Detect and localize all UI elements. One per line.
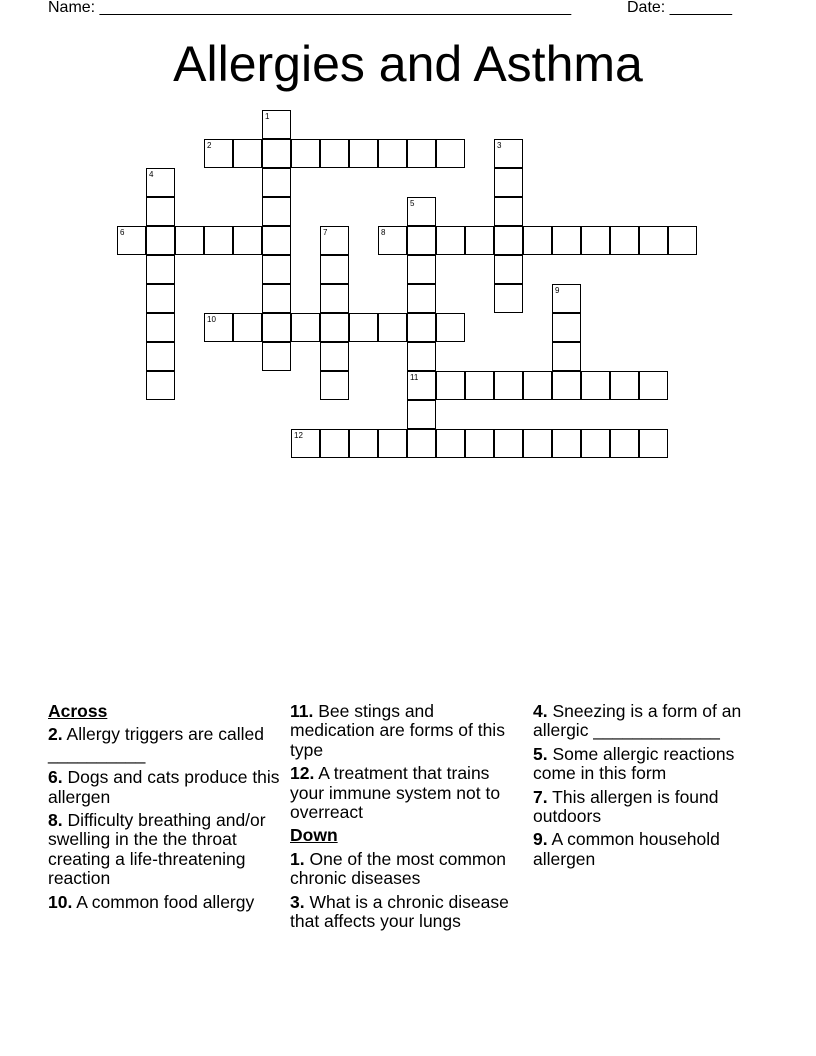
crossword-cell[interactable]	[349, 313, 378, 342]
crossword-cell[interactable]	[204, 313, 233, 342]
crossword-cell[interactable]	[349, 139, 378, 168]
clue-across-10	[48, 893, 280, 912]
crossword-cell[interactable]	[407, 313, 436, 342]
crossword-cell[interactable]	[494, 197, 523, 226]
crossword-cell[interactable]	[146, 313, 175, 342]
clue-column-2	[290, 702, 522, 935]
crossword-cell[interactable]	[146, 371, 175, 400]
crossword-cell[interactable]	[436, 139, 465, 168]
crossword-cell[interactable]	[146, 226, 175, 255]
crossword-cell[interactable]	[552, 226, 581, 255]
crossword-cell[interactable]	[407, 197, 436, 226]
clue-number: 5.	[533, 743, 548, 764]
clue-column-1	[48, 702, 280, 916]
crossword-cell[interactable]	[320, 342, 349, 371]
crossword-cell[interactable]	[523, 226, 552, 255]
clue-across-12	[290, 764, 522, 822]
crossword-cell[interactable]	[146, 342, 175, 371]
clue-number: 8.	[48, 810, 63, 831]
clue-text: A common household allergen	[533, 829, 720, 869]
clue-across-8	[48, 811, 280, 889]
crossword-cell[interactable]	[262, 110, 291, 139]
clue-text: A treatment that trains your immune system not to overreact	[290, 763, 501, 823]
clue-text: Sneezing is a form of an allergic _____________	[533, 701, 742, 741]
crossword-cell[interactable]	[262, 342, 291, 371]
crossword-cell[interactable]	[494, 226, 523, 255]
cell-number: 9	[555, 286, 560, 295]
crossword-cell[interactable]	[407, 400, 436, 429]
clue-column-3	[533, 702, 765, 873]
crossword-cell[interactable]	[436, 313, 465, 342]
crossword-cell[interactable]	[320, 139, 349, 168]
crossword-cell[interactable]	[407, 284, 436, 313]
crossword-cell[interactable]	[349, 429, 378, 458]
cell-number: 5	[410, 199, 415, 208]
crossword-cell[interactable]	[407, 429, 436, 458]
crossword-cell[interactable]	[262, 284, 291, 313]
clue-text: One of the most common chronic diseases	[290, 848, 506, 889]
down-heading: Down	[290, 825, 338, 846]
crossword-cell[interactable]	[262, 313, 291, 342]
crossword-cell[interactable]	[407, 226, 436, 255]
crossword-cell[interactable]	[146, 255, 175, 284]
crossword-cell[interactable]	[465, 371, 494, 400]
crossword-cell[interactable]	[320, 284, 349, 313]
name-field[interactable]: Name: _____________________________________________________	[48, 0, 572, 16]
clue-number: 6.	[48, 767, 63, 788]
clue-text: Allergy triggers are called __________	[48, 724, 264, 764]
cell-number: 1	[265, 112, 270, 121]
crossword-cell[interactable]	[494, 371, 523, 400]
crossword-cell[interactable]	[581, 429, 610, 458]
crossword-cell[interactable]	[146, 284, 175, 313]
clue-number: 4.	[533, 701, 548, 721]
clue-number: 12.	[290, 763, 315, 784]
crossword-cell[interactable]	[436, 429, 465, 458]
crossword-cell[interactable]	[581, 226, 610, 255]
crossword-cell[interactable]	[204, 139, 233, 168]
crossword-cell[interactable]	[291, 429, 320, 458]
cell-number: 3	[497, 141, 502, 150]
clue-text: A common food allergy	[76, 891, 255, 912]
clue-number: 11.	[290, 701, 314, 721]
crossword-cell[interactable]	[494, 429, 523, 458]
crossword-cell[interactable]	[581, 371, 610, 400]
crossword-cell[interactable]	[378, 429, 407, 458]
crossword-cell[interactable]	[233, 226, 262, 255]
clue-text: What is a chronic disease that affects your lungs	[290, 891, 509, 932]
crossword-cell[interactable]	[407, 139, 436, 168]
page-title: Allergies and Asthma	[173, 36, 643, 92]
crossword-cell[interactable]	[146, 168, 175, 197]
crossword-cell[interactable]	[320, 429, 349, 458]
crossword-cell[interactable]	[494, 168, 523, 197]
clue-down-4	[533, 702, 765, 741]
clue-number: 2.	[48, 724, 63, 745]
crossword-cell[interactable]	[494, 255, 523, 284]
crossword-cell[interactable]	[320, 371, 349, 400]
crossword-cell[interactable]	[320, 226, 349, 255]
clue-number: 1.	[290, 848, 305, 869]
crossword-cell[interactable]	[552, 284, 581, 313]
clue-text: Difficulty breathing and/or swelling in the the throat creating a life-threatening reaction	[48, 810, 266, 889]
crossword-cell[interactable]	[407, 342, 436, 371]
clue-text: Bee stings and medication are forms of this type	[290, 701, 505, 760]
crossword-cell[interactable]	[378, 226, 407, 255]
across-heading: Across	[48, 701, 108, 721]
crossword-cell[interactable]	[523, 371, 552, 400]
crossword-cell[interactable]	[407, 371, 436, 400]
date-field[interactable]: Date: _______	[627, 0, 732, 16]
cell-number: 2	[207, 141, 212, 150]
crossword-cell[interactable]	[523, 429, 552, 458]
crossword-cell[interactable]	[291, 313, 320, 342]
crossword-cell[interactable]	[552, 313, 581, 342]
clue-across-11	[290, 702, 522, 760]
cell-number: 7	[323, 228, 328, 237]
clue-number: 9.	[533, 829, 548, 850]
crossword-cell[interactable]	[117, 226, 146, 255]
crossword-cell[interactable]	[610, 429, 639, 458]
cell-number: 8	[381, 228, 386, 237]
crossword-cell[interactable]	[552, 371, 581, 400]
crossword-cell[interactable]	[494, 139, 523, 168]
crossword-cell[interactable]	[291, 139, 320, 168]
crossword-cell[interactable]	[465, 429, 494, 458]
crossword-cell[interactable]	[494, 284, 523, 313]
crossword-cell[interactable]	[320, 313, 349, 342]
cell-number: 10	[207, 315, 216, 324]
crossword-cell[interactable]	[262, 226, 291, 255]
clue-number: 7.	[533, 786, 548, 807]
crossword-cell[interactable]	[320, 255, 349, 284]
crossword-cell[interactable]	[436, 371, 465, 400]
clue-number: 3.	[290, 891, 305, 912]
crossword-cell[interactable]	[262, 139, 291, 168]
crossword-cell[interactable]	[233, 313, 262, 342]
cell-number: 6	[120, 228, 125, 237]
clue-text: Some allergic reactions come in this form	[533, 743, 735, 784]
crossword-cell[interactable]	[668, 226, 697, 255]
clue-down-7	[533, 788, 765, 827]
cell-number: 4	[149, 170, 154, 179]
crossword-cell[interactable]	[378, 313, 407, 342]
crossword-cell[interactable]	[436, 226, 465, 255]
crossword-cell[interactable]	[639, 429, 668, 458]
crossword-grid	[0, 0, 816, 470]
crossword-cell[interactable]	[465, 226, 494, 255]
cell-number: 12	[294, 431, 303, 440]
clue-text: Dogs and cats produce this allergen	[48, 767, 280, 807]
clue-down-9	[533, 830, 765, 869]
clue-down-1	[290, 850, 522, 889]
crossword-cell[interactable]	[262, 255, 291, 284]
crossword-cell[interactable]	[204, 226, 233, 255]
clue-number: 10.	[48, 891, 73, 912]
crossword-cell[interactable]	[262, 168, 291, 197]
clue-across-2	[48, 725, 280, 764]
clue-down-5	[533, 745, 765, 784]
crossword-cell[interactable]	[610, 371, 639, 400]
clue-across-6	[48, 768, 280, 807]
crossword-cell[interactable]	[233, 139, 262, 168]
crossword-cell[interactable]	[378, 139, 407, 168]
crossword-cell[interactable]	[552, 342, 581, 371]
crossword-cell[interactable]	[639, 226, 668, 255]
crossword-cell[interactable]	[146, 197, 175, 226]
crossword-cell[interactable]	[639, 371, 668, 400]
crossword-cell[interactable]	[262, 197, 291, 226]
clue-text: This allergen is found outdoors	[533, 786, 719, 827]
crossword-cell[interactable]	[407, 255, 436, 284]
crossword-cell[interactable]	[175, 226, 204, 255]
clue-down-3	[290, 893, 522, 932]
cell-number: 11	[410, 373, 419, 382]
crossword-cell[interactable]	[552, 429, 581, 458]
crossword-cell[interactable]	[610, 226, 639, 255]
